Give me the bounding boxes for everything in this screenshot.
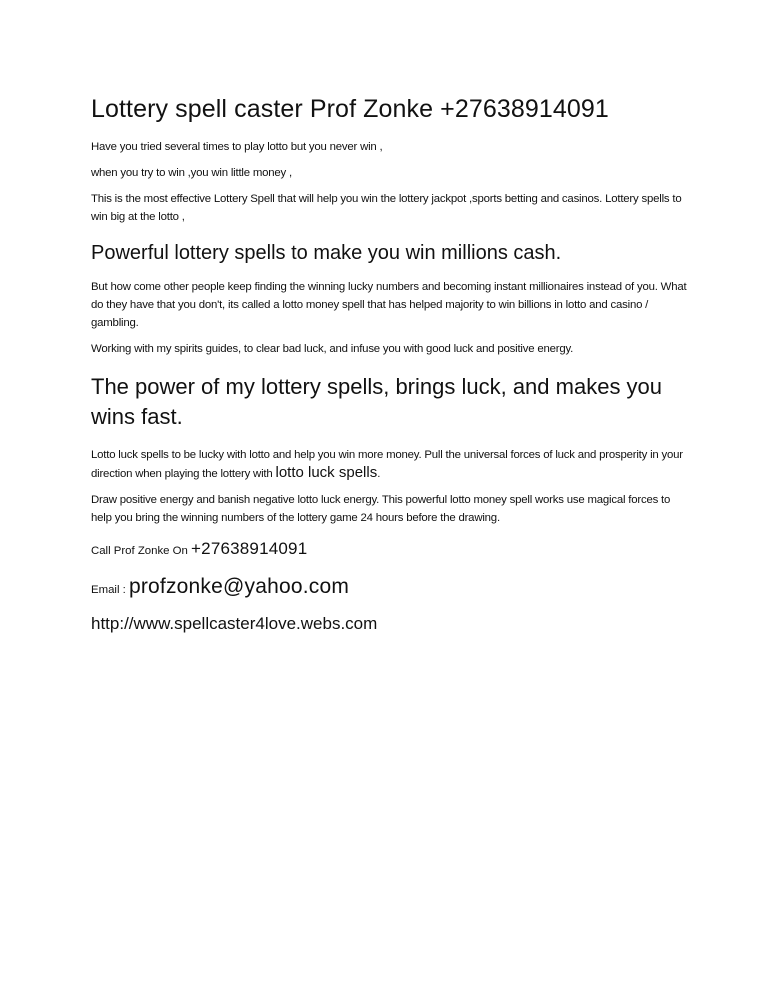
section1-para-2: Working with my spirits guides, to clear bad luck, and infuse you with good luck and positive energy. [91, 343, 574, 355]
intro-line-3: This is the most effective Lottery Spell that will help you win the lottery jackpot ,sports betting and casinos. Lottery spells to win big at the lotto , [91, 193, 682, 223]
section2-heading: The power of my lottery spells, brings luck, and makes you wins fast. [91, 374, 663, 429]
section2-para-1-end: . [377, 468, 381, 480]
section2-para-1 [91, 446, 691, 483]
document-page [91, 94, 691, 636]
email-address[interactable]: profzonke@yahoo.com [128, 575, 350, 598]
document-title: Lottery spell caster Prof Zonke +27638914091 [91, 95, 609, 123]
intro-line-2: when you try to win ,you win little money , [91, 167, 292, 179]
section1-heading: Powerful lottery spells to make you win millions cash. [91, 242, 562, 264]
lotto-luck-spells-text: lotto luck spells [275, 464, 378, 481]
phone-number: +27638914091 [191, 539, 308, 558]
section2-para-2: Draw positive energy and banish negative lotto luck energy. This powerful lotto money spell works use magical forces to help you bring the winning numbers of the lottery game 24 hours before the drawing. [91, 494, 671, 524]
section2-para-1-text: Lotto luck spells to be lucky with lotto and help you win more money. Pull the universal forces of luck and prosperity in your direction when playing the lottery with [91, 449, 683, 480]
call-line [91, 535, 691, 565]
call-label: Call Prof Zonke On [91, 545, 192, 557]
email-line [91, 573, 691, 604]
section1-para-1: But how come other people keep finding the winning lucky numbers and becoming instant millionaires instead of you. What do they have that you don't, its called a lotto money spell that has helped majority to win billions in lotto and casino / gambling. [91, 281, 687, 329]
email-label: Email : [91, 584, 129, 596]
intro-line-1: Have you tried several times to play lotto but you never win , [91, 141, 383, 153]
website-link[interactable]: http://www.spellcaster4love.webs.com [91, 614, 378, 633]
